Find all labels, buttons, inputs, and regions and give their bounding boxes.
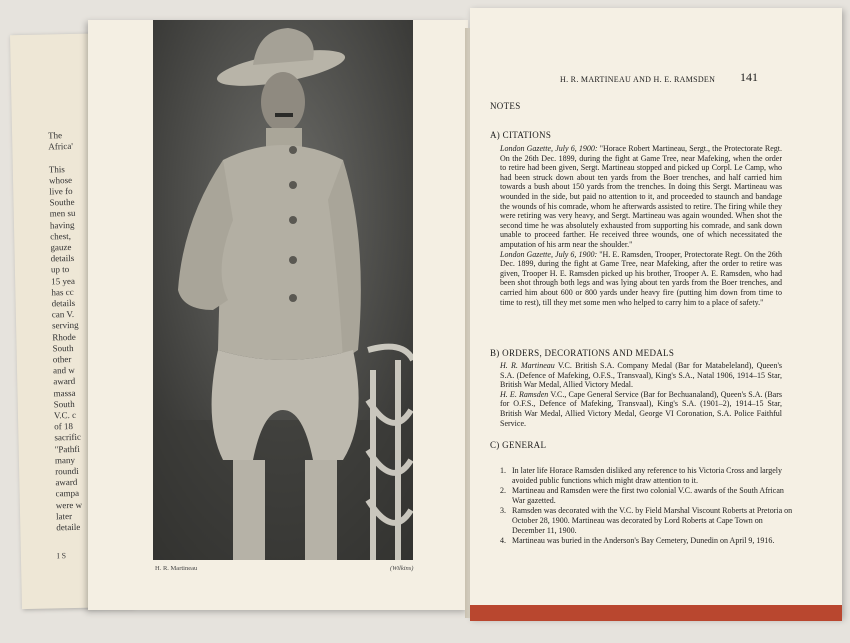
back-page-line: details — [50, 253, 75, 264]
portrait-photo — [153, 20, 413, 560]
back-page-line: other — [52, 354, 72, 365]
general-list-item — [500, 536, 794, 546]
back-page-line: many — [54, 454, 76, 466]
back-page-line: This — [48, 163, 65, 175]
general-item-text: Martineau was buried in the Anderson's Bay Cemetery, Dunedin on April 9, 1916. — [512, 536, 775, 546]
photo-caption: H. R. Martineau — [155, 565, 198, 572]
orders-ramsden-text: V.C., Cape General Service (Bar for Bechuanaland), Queen's S.A. (Bars for O.F.S., Defence of Mafeking, Transvaal), King's S.A. (1901–2), 1914–15 Star, British War Medal, Allied Victory Medal, George VI Coronation, S.A. Police Faithful Service. — [500, 389, 782, 428]
citation-ramsden — [500, 250, 782, 308]
orders-martineau-name: H. R. Martineau — [500, 361, 555, 370]
back-page-line: and w — [52, 365, 75, 376]
back-page-line: details — [51, 297, 76, 309]
citation-ramsden-text: "H. E. Ramsden, Trooper, Protectorate Regt. On the 26th Dec. 1899, during the fight at Game Tree, near Mafeking, after the order to retire was given, Trooper H. E. Ramsden picked up his brother, Trooper A. E. Ramsden, who had been shot through both legs and was lying about ten yards from the Boer trenches, and carried him about 600 or 800 yards under heavy fire (putting him down from time to time to rest), till they met some men who helped to carry him to a place of safety." — [500, 249, 783, 307]
back-page-line: Southe — [49, 197, 75, 208]
back-page-line: gauze — [50, 241, 72, 253]
general-item-number: 2. — [500, 486, 506, 496]
back-page-line: Africa' — [48, 141, 74, 152]
general-list-item — [500, 466, 794, 485]
citation-martineau-text: "Horace Robert Martineau, Sergt., the Protectorate Regt. On the 26th Dec. 1899, during the fight at Game Tree, near Mafeking, when the order to retire had been given, Sergt. Martineau stopped and picked up Corpl. Le Camp, who had been struck down about ten yards from the Boer trenches, and half carried him towards a bush about 150 yards from the trenches. In doing this Sergt. Martineau was wounded in the side, but paid no attention to it, and proceeded to staunch and bandage the wounds of his comrade, whom he afterwards assisted to retire. The firing while they were retiring was very heavy, and Sergt. Martineau was again wounded. When shot the second time he was absolutely exhausted from supporting his comrade, and sank down unable to proceed farther. He received three wounds, one of which necessitated the amputation of his arm near the shoulder." — [500, 144, 783, 249]
citations-body — [500, 144, 782, 307]
back-page-line: 15 yea — [51, 275, 76, 287]
back-page-line: having — [49, 219, 75, 231]
back-page-line: up to — [50, 264, 70, 275]
left-page — [88, 20, 468, 610]
back-page-line: whose — [48, 174, 73, 186]
back-page-line: massa — [53, 387, 76, 398]
photo-credit: (Wilkins) — [390, 565, 414, 572]
citation-martineau-source: London Gazette, July 6, 1900: — [500, 144, 598, 153]
back-page-line: South — [52, 342, 74, 354]
general-item-number: 1. — [500, 466, 506, 475]
running-head: H. R. MARTINEAU AND H. E. RAMSDEN — [560, 75, 716, 84]
back-page-line: South — [53, 398, 75, 410]
back-page-line: campa — [55, 488, 80, 499]
citation-martineau — [500, 144, 782, 250]
general-item-number: 3. — [500, 506, 506, 516]
orders-body — [500, 361, 782, 428]
back-page-line: award — [53, 376, 76, 387]
back-page-line: later — [55, 510, 73, 522]
back-page-line: The — [48, 130, 63, 141]
back-page-line: award — [55, 477, 78, 488]
orders-martineau-text: V.C. British S.A. Company Medal (Bar for Matabeleland), Queen's S.A. (Defence of Mafeking, O.F.S., Transvaal), King's S.A., Natal 1906, 1914–15 Star, British War Medal, Allied Victory Medal. — [500, 361, 782, 390]
citations-heading: A) CITATIONS — [490, 130, 552, 140]
general-item-text: Martineau and Ramsden were the first two colonial V.C. awards of the South African War gazetted. — [512, 486, 784, 505]
general-list — [500, 466, 794, 547]
citation-ramsden-source: London Gazette, July 6, 1900: — [500, 249, 598, 259]
back-page-line: sacrific — [54, 432, 82, 443]
general-item-number: 4. — [500, 536, 506, 546]
general-heading: C) GENERAL — [490, 440, 547, 450]
back-page-line: roundi — [55, 465, 79, 477]
back-page-line: "Pathfi — [54, 443, 80, 454]
back-page-line: serving — [51, 320, 79, 331]
general-item-text: In later life Horace Ramsden disliked any reference to his Victoria Cross and largely avoided public functions which might draw attention to it. — [512, 466, 783, 485]
general-item-text: Ramsden was decorated with the V.C. by Field Marshal Viscount Roberts at Pretoria on October 28, 1900. Martineau was decorated by Lord Roberts at Cape Town on December 11, 1900. — [512, 506, 793, 535]
orders-ramsden-name: H. E. Ramsden — [500, 389, 549, 399]
orders-martineau — [500, 361, 782, 390]
back-page-line: can V. — [51, 309, 75, 320]
back-page-line: men su — [49, 208, 76, 219]
back-page-line: detaile — [56, 521, 81, 533]
general-list-item — [500, 486, 794, 505]
back-page-footer: IS — [56, 551, 69, 561]
orders-heading: B) ORDERS, DECORATIONS AND MEDALS — [490, 348, 675, 358]
back-page-line: were w — [55, 499, 83, 510]
notes-heading: NOTES — [490, 101, 521, 111]
back-page-line: Rhode — [52, 331, 76, 343]
back-page-line: live fo — [49, 185, 73, 197]
back-page-line: has cc — [51, 286, 74, 298]
back-page-line: V.C. c — [53, 409, 77, 421]
back-page-line: of 18 — [54, 421, 74, 432]
orders-ramsden — [500, 390, 782, 428]
page-number: 141 — [740, 70, 758, 84]
book-cover-edge — [470, 605, 842, 621]
right-page — [470, 8, 842, 618]
general-list-item — [500, 506, 794, 535]
back-page-line: chest, — [50, 230, 72, 242]
